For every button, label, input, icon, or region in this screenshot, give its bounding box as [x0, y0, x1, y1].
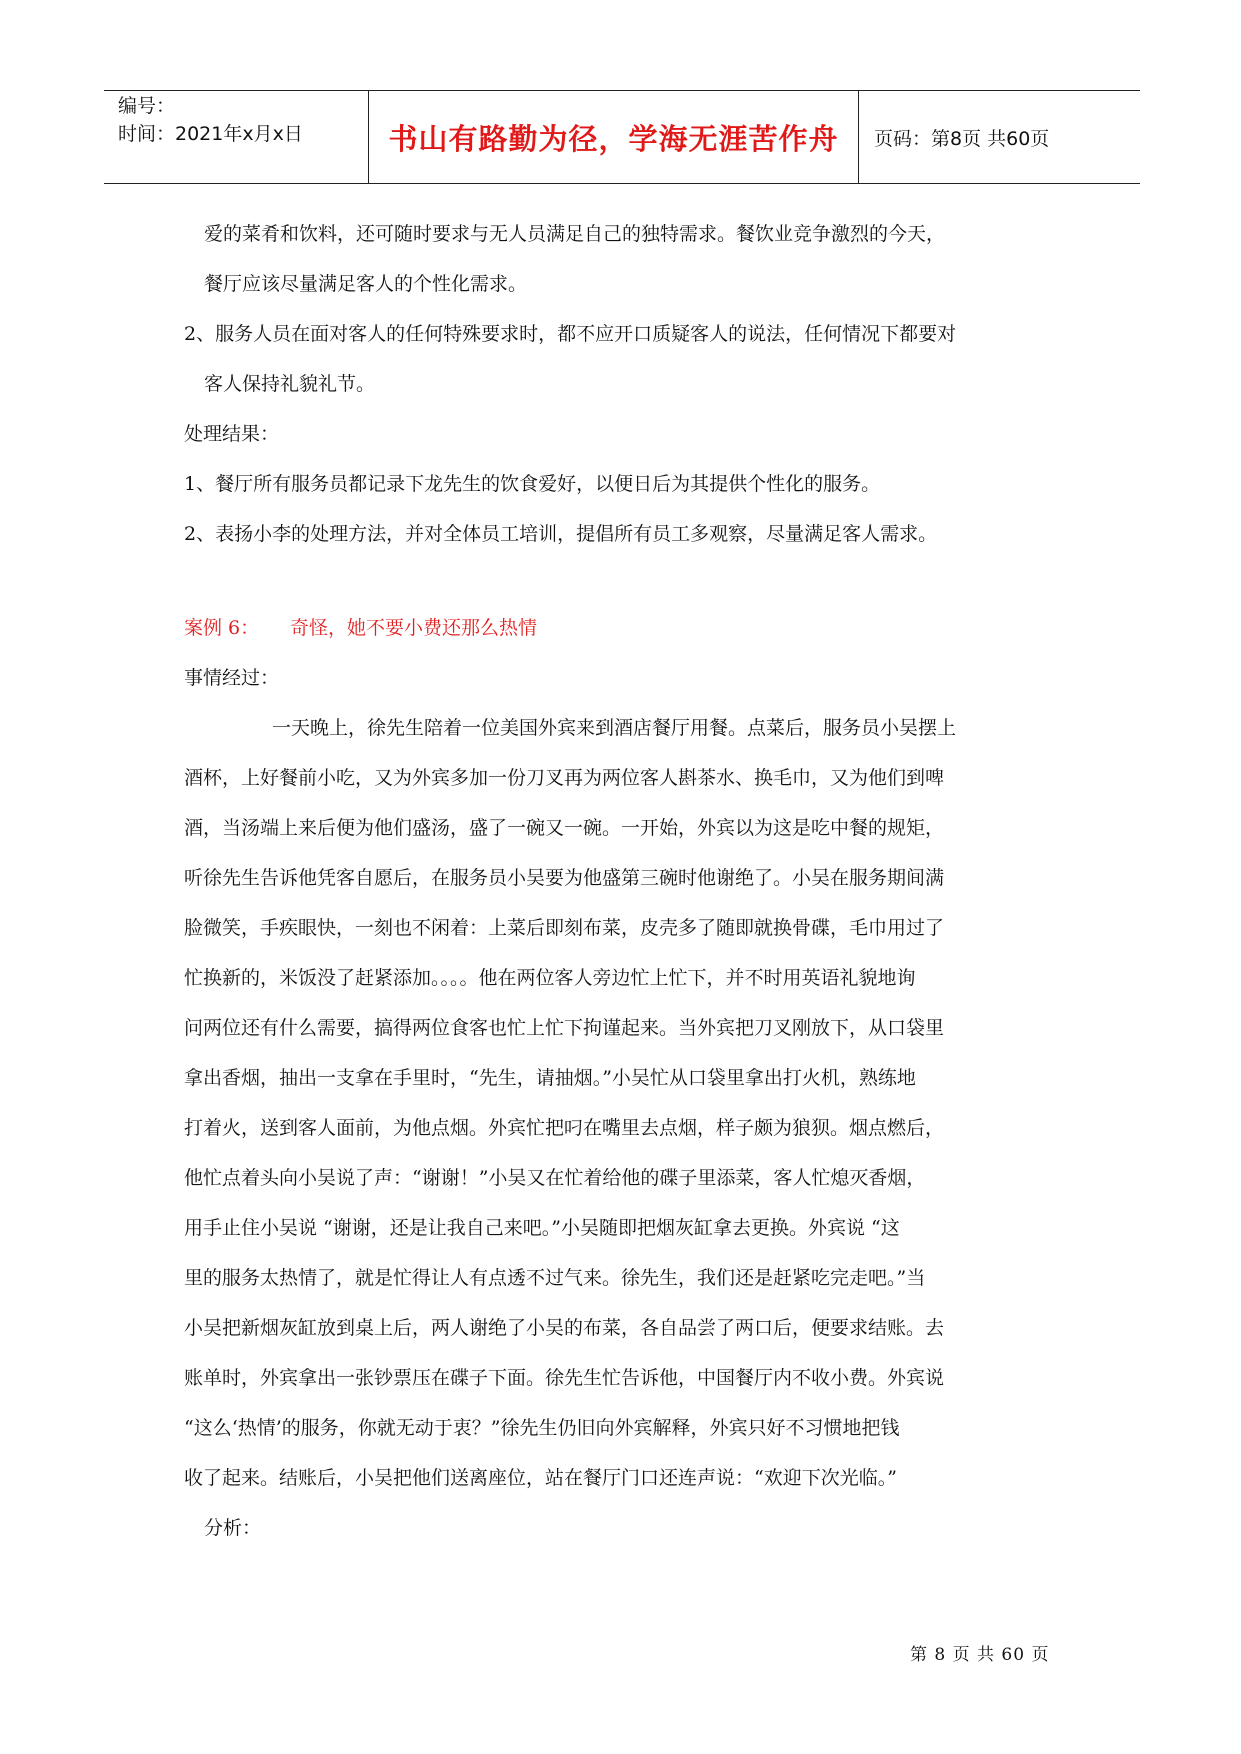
result-item: 1、餐厅所有服务员都记录下龙先生的饮食爱好，以便日后为其提供个性化的服务。 [184, 473, 881, 495]
paragraph-line: 餐厅应该尽量满足客人的个性化需求。 [204, 273, 528, 295]
story-line: 他忙点着头向小吴说了声：“谢谢！”小吴又在忙着给他的碟子里添菜，客人忙熄灭香烟， [184, 1167, 926, 1189]
story-line: 一天晚上，徐先生陪着一位美国外宾来到酒店餐厅用餐。点菜后，服务员小吴摆上 [272, 717, 957, 739]
story-line: 酒，当汤端上来后便为他们盛汤，盛了一碗又一碗。一开始，外宾以为这是吃中餐的规矩， [184, 817, 945, 839]
header-motto: 书山有路勤为径，学海无涯苦作舟 [388, 121, 839, 156]
header-divider [858, 91, 859, 183]
case-title: 奇怪，她不要小费还那么热情 [290, 617, 538, 639]
story-line: “这么‘热情’的服务，你就无动于衷？”徐先生仍旧向外宾解释，外宾只好不习惯地把钱 [184, 1417, 900, 1439]
case-label: 案例 6： [184, 617, 260, 639]
header-page-number: 页码：第8页 共60页 [874, 127, 1050, 150]
header-meta [118, 91, 368, 183]
story-line: 收了起来。结账后，小吴把他们送离座位，站在餐厅门口还连声说：“欢迎下次光临。” [184, 1467, 897, 1489]
story-line: 脸微笑，手疾眼快，一刻也不闲着：上菜后即刻布菜，皮壳多了随即就换骨碟，毛巾用过了 [184, 917, 945, 939]
story-line: 小吴把新烟灰缸放到桌上后，两人谢绝了小吴的布菜，各自品尝了两口后，便要求结账。去 [184, 1317, 945, 1339]
story-heading: 事情经过： [184, 667, 280, 689]
story-line: 问两位还有什么需要，搞得两位食客也忙上忙下拘谨起来。当外宾把刀叉刚放下，从口袋里 [184, 1017, 945, 1039]
story-line: 拿出香烟，抽出一支拿在手里时，“先生，请抽烟。”小吴忙从口袋里拿出打火机，熟练地 [184, 1067, 916, 1089]
story-line: 酒杯，上好餐前小吃，又为外宾多加一份刀叉再为两位客人斟茶水、换毛巾，又为他们到啤 [184, 767, 945, 789]
page-footer: 第 8 页 共 60 页 [910, 1645, 1050, 1665]
story-line: 听徐先生告诉他凭客自愿后，在服务员小吴要为他盛第三碗时他谢绝了。小吴在服务期间满 [184, 867, 945, 889]
paragraph-line: 2、服务人员在面对客人的任何特殊要求时，都不应开口质疑客人的说法，任何情况下都要对 [184, 323, 957, 345]
document-time-label: 时间：2021年x月x日 [118, 123, 303, 145]
story-line: 用手止住小吴说 “谢谢，还是让我自己来吧。”小吴随即把烟灰缸拿去更换。外宾说 “这 [184, 1217, 900, 1239]
story-line: 忙换新的，米饭没了赶紧添加。。。。他在两位客人旁边忙上忙下，并不时用英语礼貌地询 [184, 967, 916, 989]
paragraph-line: 客人保持礼貌礼节。 [204, 373, 376, 395]
page-header [104, 90, 1140, 184]
story-line: 账单时，外宾拿出一张钞票压在碟子下面。徐先生忙告诉他，中国餐厅内不收小费。外宾说 [184, 1367, 945, 1389]
result-heading: 处理结果： [184, 423, 280, 445]
paragraph-line: 爱的菜肴和饮料，还可随时要求与无人员满足自己的独特需求。餐饮业竞争激烈的今天， [204, 223, 946, 245]
analysis-heading: 分析： [204, 1517, 262, 1539]
result-item: 2、表扬小李的处理方法，并对全体员工培训，提倡所有员工多观察，尽量满足客人需求。 [184, 523, 938, 545]
document-number-label: 编号： [118, 95, 176, 117]
story-line: 里的服务太热情了，就是忙得让人有点透不过气来。徐先生，我们还是赶紧吃完走吧。”当 [184, 1267, 926, 1289]
story-line: 打着火，送到客人面前，为他点烟。外宾忙把叼在嘴里去点烟，样子颇为狼狈。烟点燃后， [184, 1117, 945, 1139]
